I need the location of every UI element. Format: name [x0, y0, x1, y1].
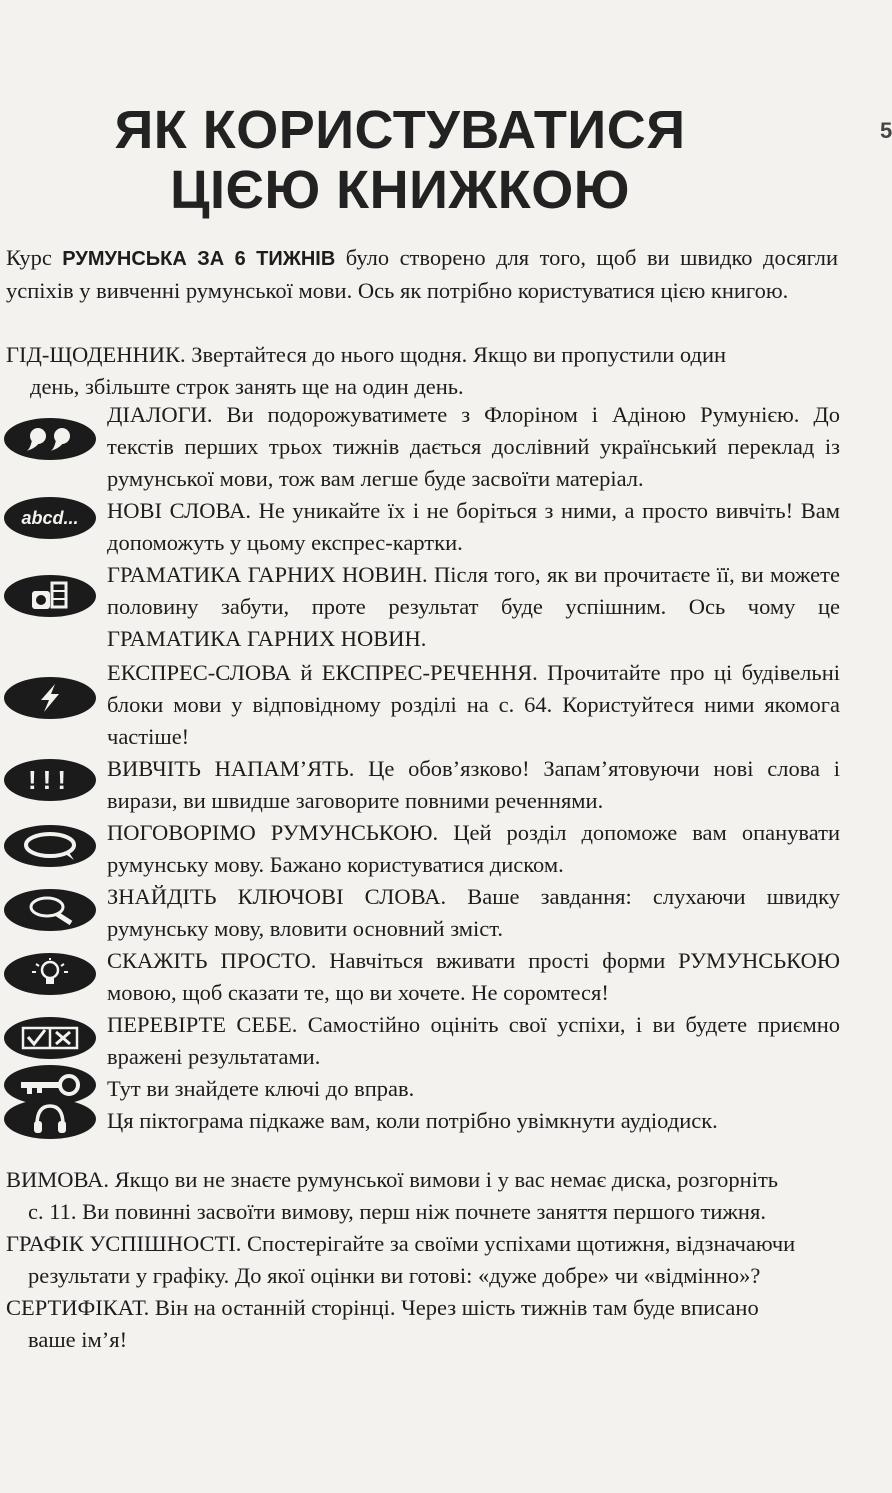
sections-list: [0, 399, 888, 1137]
section-dialogues: [0, 399, 840, 495]
certificate-line-2: ваше ім’я!: [28, 1327, 128, 1352]
section-text: ДІАЛОГИ. Ви подорожуватимете з Флоріном і Адіною Румунією. До текстів перших трьох тижнів дається дослівний український переклад із румунської мови, тож вам легше буде засвоїти матеріал.: [107, 402, 840, 491]
guide-line-2: день, збільште строк занять ще на один день.: [30, 374, 464, 399]
pronunciation-line-1: ВИМОВА. Якщо ви не знаєте румунської вимови і у вас немає диска, розгорніть: [6, 1167, 779, 1192]
intro-paragraph: [6, 242, 838, 307]
exclamation-icon: !!!: [4, 759, 96, 801]
section-text: НОВІ СЛОВА. Не уникайте їх і не боріться з ними, а просто вивчіть! Вам допоможуть у цьому експрес-картки.: [107, 498, 840, 555]
section-express: [0, 657, 840, 753]
title-line-1: ЯК КОРИСТУВАТИСЯ: [114, 100, 686, 160]
page-number: 5: [880, 118, 892, 143]
pronunciation-line-2: с. 11. Ви повинні засвоїти вимову, перш ніж почнете заняття першого тижня.: [28, 1199, 766, 1224]
section-audio: [0, 1105, 840, 1137]
abcd-icon: abcd...: [4, 497, 96, 539]
page-title: [0, 100, 800, 220]
section-text: ПОГОВОРІМО РУМУНСЬКОЮ. Цей розділ допоможе вам опанувати румунську мову. Бажано користуватися диском.: [107, 820, 840, 877]
section-grammar: [0, 559, 840, 657]
section-say-it-simply: [0, 945, 840, 1009]
lightbulb-icon: [4, 953, 96, 995]
section-answer-key: [0, 1073, 840, 1105]
progress-chart-paragraph: [6, 1228, 838, 1292]
closing-paragraphs: [6, 1164, 838, 1356]
section-text: Тут ви знайдете ключі до вправ.: [107, 1076, 415, 1101]
quote-icon: [4, 418, 96, 460]
speech-bubble-icon: [4, 825, 96, 867]
checkbox-icon: [4, 1017, 96, 1059]
guide-line-1: ГІД-ЩОДЕННИК. Звертайтеся до нього щодня. Якщо ви пропустили один: [6, 342, 727, 367]
title-line-2: ЦІЄЮ КНИЖКОЮ: [170, 160, 630, 220]
certificate-line-1: СЕРТИФІКАТ. Він на останній сторінці. Через шість тижнів там буде вписано: [6, 1295, 759, 1320]
intro-prefix: Курс: [6, 245, 63, 270]
pronunciation-paragraph: [6, 1164, 838, 1228]
section-keywords: [0, 881, 840, 945]
magnifier-icon: [4, 889, 96, 931]
section-text: ЕКСПРЕС-СЛОВА й ЕКСПРЕС-РЕЧЕННЯ. Прочитайте про ці будівельні блоки мови у відповідному розділі на с. 64. Користуйтеся ними якомога частіше!: [107, 660, 840, 749]
progress-chart-line-2: результати у графіку. До якої оцінки ви готові: «дуже добре» чи «відмінно»?: [28, 1263, 761, 1288]
section-text: СКАЖІТЬ ПРОСТО. Навчіться вживати прості форми РУМУНСЬКОЮ мовою, щоб сказати те, що ви хочете. Не соромтеся!: [107, 948, 840, 1005]
section-text: Ця піктограма підкаже вам, коли потрібно увімкнути аудіодиск.: [107, 1108, 718, 1133]
section-memorize: [0, 753, 840, 817]
grammar-icon: [4, 575, 96, 617]
course-name: РУМУНСЬКА ЗА 6 ТИЖНІВ: [62, 248, 336, 270]
guide-paragraph: [6, 339, 838, 403]
intro-text: було створено для того, щоб ви швидко досягли успіхів у вивченні румунської мови. Ось як потрібно користуватися цією книгою.: [6, 245, 838, 303]
progress-chart-line-1: ГРАФІК УСПІШНОСТІ. Спостерігайте за своїми успіхами щотижня, відзначаючи: [6, 1231, 796, 1256]
certificate-paragraph: [6, 1292, 838, 1356]
section-text: ЗНАЙДІТЬ КЛЮЧОВІ СЛОВА. Ваше завдання: слухаючи швидку румунську мову, вловити основний зміст.: [107, 884, 840, 941]
headphones-icon: [4, 1099, 96, 1139]
section-speak: [0, 817, 840, 881]
section-text: ВИВЧІТЬ НАПАМ’ЯТЬ. Це обов’язково! Запам’ятовуючи нові слова і вирази, ви швидше заговорите повними реченнями.: [107, 756, 840, 813]
section-text: ГРАМАТИКА ГАРНИХ НОВИН. Після того, як ви прочитаєте її, ви можете половину забути, проте результат буде успішним. Ось чому це ГРАМАТИКА ГАРНИХ НОВИН.: [107, 562, 840, 651]
section-new-words: [0, 495, 840, 559]
section-text: ПЕРЕВІРТЕ СЕБЕ. Самостійно оцініть свої успіхи, і ви будете приємно вражені результатами.: [107, 1012, 840, 1069]
lightning-icon: [4, 677, 96, 719]
section-check-yourself: [0, 1009, 840, 1073]
